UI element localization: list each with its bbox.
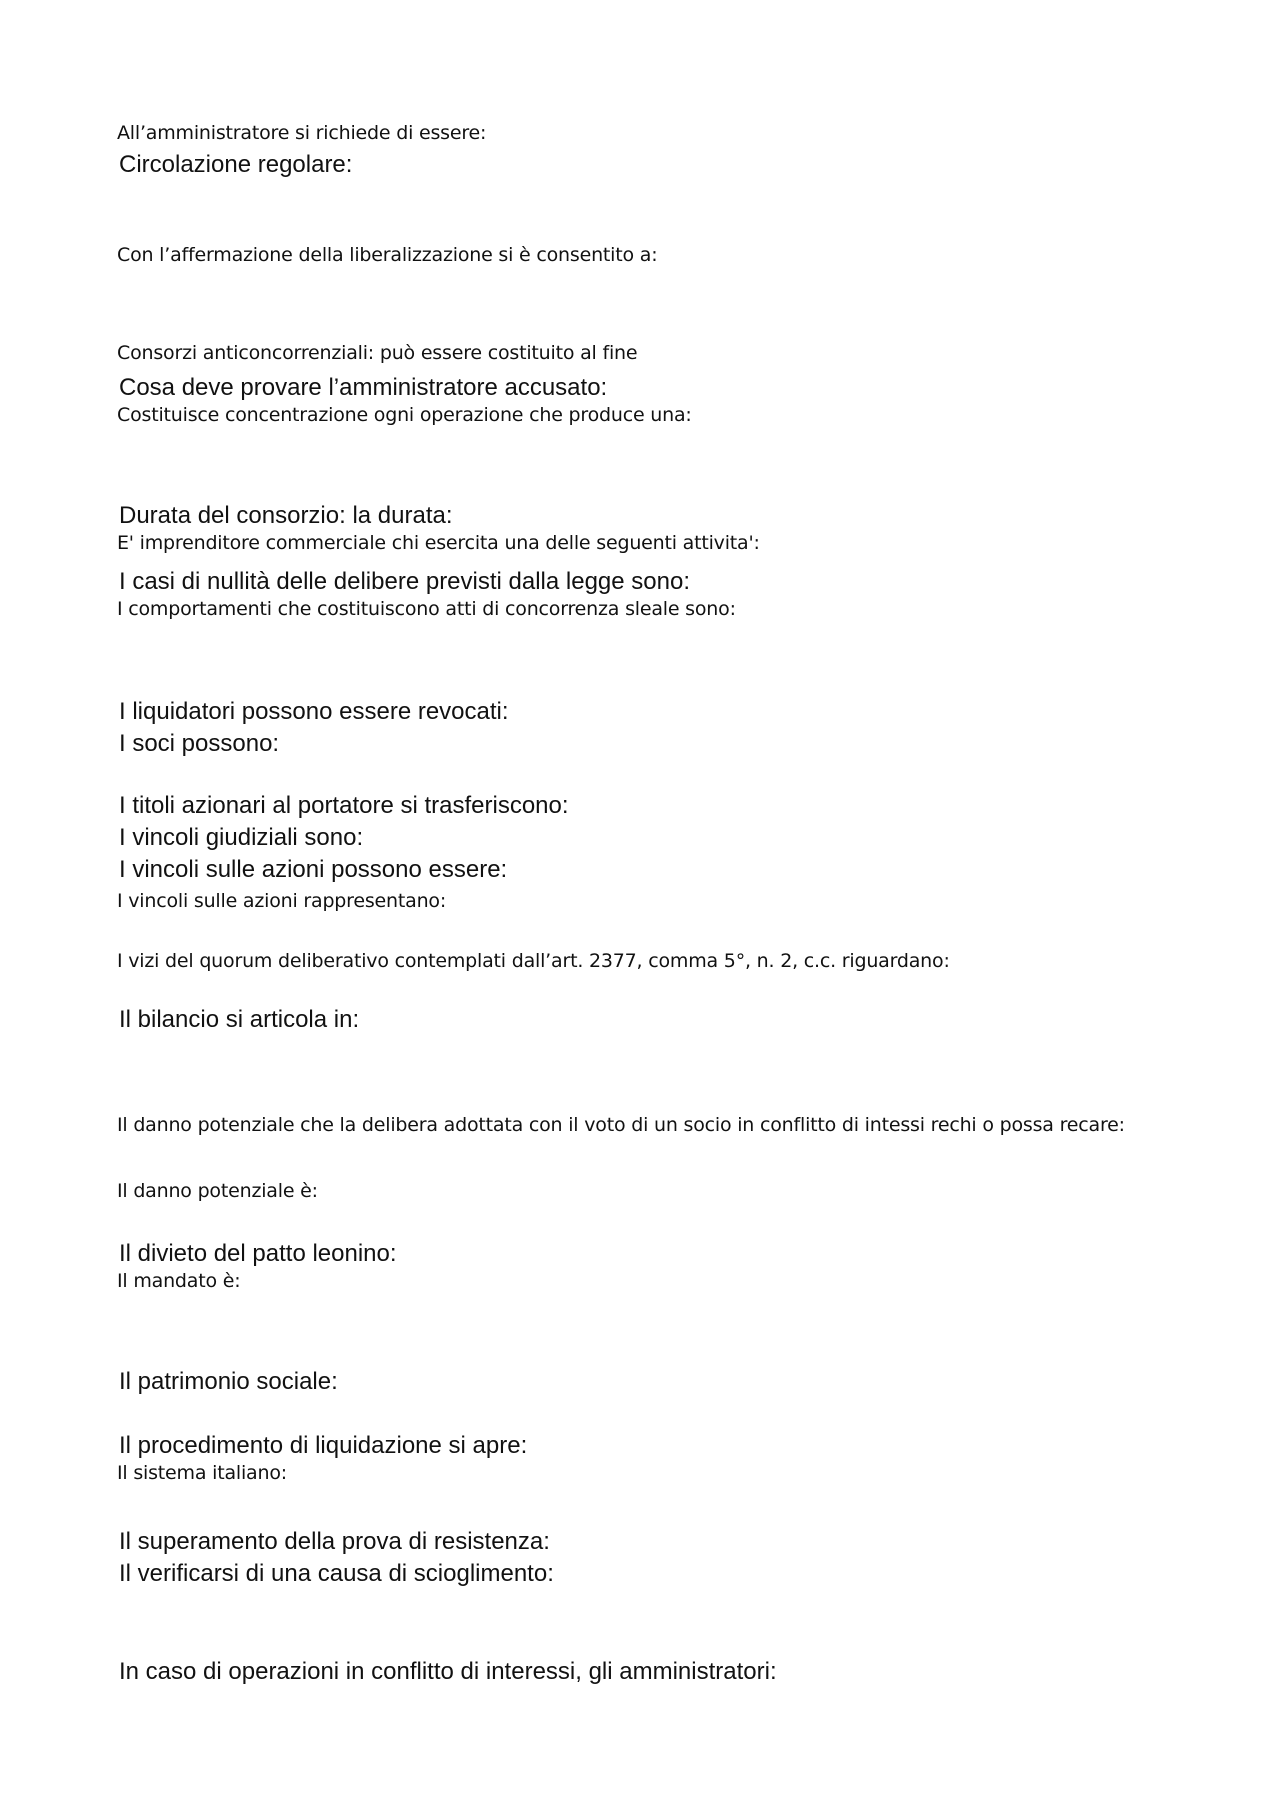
question-line: I vincoli sulle azioni rappresentano:: [117, 890, 447, 912]
question-line: All’amministratore si richiede di essere:: [117, 122, 487, 144]
question-line: Costituisce concentrazione ogni operazione che produce una:: [117, 404, 692, 426]
question-line: Con l’affermazione della liberalizzazione si è consentito a:: [117, 244, 658, 266]
question-line: Consorzi anticoncorrenziali: può essere costituito al fine: [117, 342, 638, 364]
question-line: Il mandato è:: [117, 1270, 241, 1292]
question-line: Il danno potenziale che la delibera adottata con il voto di un socio in conflitto di intessi rechi o possa recare:: [117, 1114, 1125, 1136]
question-line: Durata del consorzio: la durata:: [119, 502, 453, 529]
question-line: I titoli azionari al portatore si trasferiscono:: [119, 792, 569, 819]
question-line: I vizi del quorum deliberativo contemplati dall’art. 2377, comma 5°, n. 2, c.c. riguardano:: [117, 950, 950, 972]
question-line: Il sistema italiano:: [117, 1462, 287, 1484]
question-line: Il danno potenziale è:: [117, 1180, 318, 1202]
question-line: I liquidatori possono essere revocati:: [119, 698, 509, 725]
question-line: E' imprenditore commerciale chi esercita una delle seguenti attivita':: [117, 532, 760, 554]
question-line: Cosa deve provare l’amministratore accusato:: [119, 374, 608, 401]
question-line: In caso di operazioni in conflitto di interessi, gli amministratori:: [119, 1658, 777, 1685]
question-line: Il bilancio si articola in:: [119, 1006, 360, 1033]
question-line: I vincoli giudiziali sono:: [119, 824, 364, 851]
question-line: I comportamenti che costituiscono atti di concorrenza sleale sono:: [117, 598, 736, 620]
question-line: Il procedimento di liquidazione si apre:: [119, 1432, 528, 1459]
question-line: Il verificarsi di una causa di scioglimento:: [119, 1560, 554, 1587]
question-line: I vincoli sulle azioni possono essere:: [119, 856, 508, 883]
question-line: Circolazione regolare:: [119, 151, 353, 178]
question-line: I casi di nullità delle delibere previsti dalla legge sono:: [119, 568, 691, 595]
question-line: Il divieto del patto leonino:: [119, 1240, 397, 1267]
question-line: I soci possono:: [119, 730, 280, 757]
question-line: Il superamento della prova di resistenza:: [119, 1528, 550, 1555]
question-line: Il patrimonio sociale:: [119, 1368, 338, 1395]
